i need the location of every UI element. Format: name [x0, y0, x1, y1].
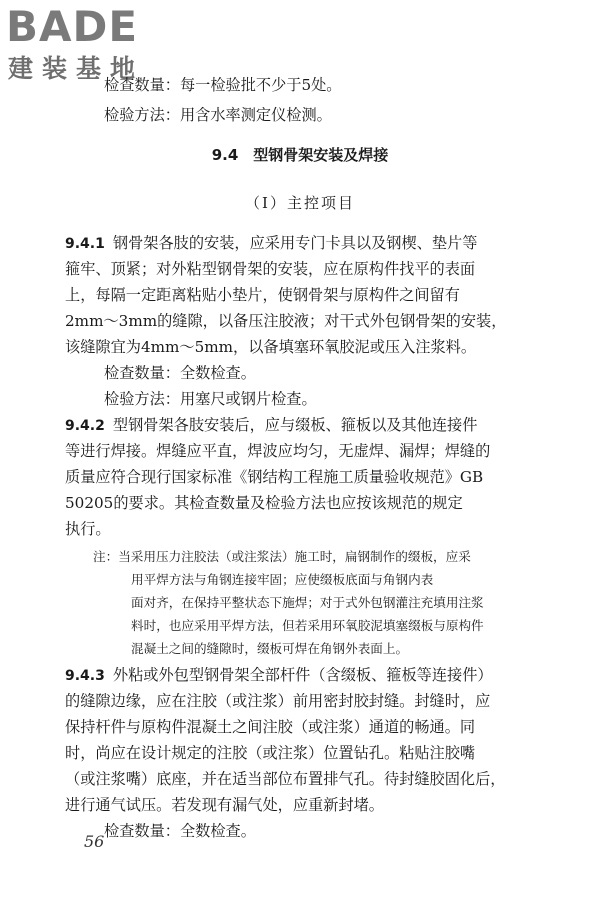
note-line-5: 混凝土之间的缝隙时，缀板可焊在角钢外表面上。: [131, 641, 409, 656]
clause-943-line-5: （或注浆嘴）底座，并在适当部位布置排气孔。待封缝胶固化后，: [65, 770, 506, 788]
clause-942-number: 9.4.2: [65, 418, 105, 434]
clause-941-line-4: 2mm～3mm的缝隙，以备压注胶液；对干式外包钢骨架的安装，: [65, 312, 507, 330]
clause-942-line-1: [65, 414, 477, 437]
clause-941-line-1: [65, 232, 477, 255]
clause-942-line-2: 等进行焊接。焊缝应平直，焊波应均匀，无虚焊、漏焊；焊缝的: [65, 442, 491, 460]
note-line-2: 用平焊方法与角钢连接牢固；应使缀板底面与角钢内表: [131, 572, 434, 587]
note-line-4: 料时，也应采用平焊方法，但若采用环氧胶泥填塞缀板与原构件: [131, 618, 484, 633]
clause-942-line-3: 质量应符合现行国家标准《钢结构工程施工质量验收规范》GB: [65, 468, 484, 486]
clause-941-check-method: 检验方法：用塞尺或钢片检查。: [104, 390, 317, 408]
clause-943-line-6: 进行通气试压。若发现有漏气处，应重新封堵。: [65, 796, 384, 814]
clause-943-number: 9.4.3: [65, 668, 105, 684]
clause-942-line-4: 50205的要求。其检查数量及检验方法也应按该规范的规定: [65, 494, 463, 512]
clause-941-line-5: 该缝隙宜为4mm～5mm，以备填塞环氧胶泥或压入注浆料。: [65, 338, 477, 356]
subsection-title: （Ⅰ）主控项目: [245, 194, 355, 212]
clause-941-check-quantity: 检查数量：全数检查。: [104, 364, 256, 382]
logo-subtitle-text: 建装基地: [8, 54, 145, 83]
clause-943-line-3: 保持杆件与原构件混凝土之间注胶（或注浆）通道的畅通。同: [65, 718, 476, 736]
page-number: 56: [84, 832, 105, 851]
logo-brand-text: BADE: [6, 2, 139, 51]
clause-942-text-1: 型钢骨架各肢安装后，应与缀板、箍板以及其他连接件: [112, 416, 478, 434]
note-line-1: 注：当采用压力注胶法（或注浆法）施工时，扁钢制作的缀板，应采: [93, 549, 471, 564]
note-line-3: 面对齐，在保持平整状态下施焊；对于式外包钢灌注充填用注浆: [131, 595, 484, 610]
clause-943-check-quantity: 检查数量：全数检查。: [104, 822, 256, 840]
section-title: 9.4 型钢骨架安装及焊接: [211, 146, 389, 164]
clause-943-line-4: 时，尚应在设计规定的注胶（或注浆）位置钻孔。粘贴注胶嘴: [65, 744, 476, 762]
clause-941-text-1: 钢骨架各肢的安装，应采用专门卡具以及钢楔、垫片等: [112, 234, 478, 252]
clause-941-line-2: 箍牢、顶紧；对外粘型钢骨架的安装，应在原构件找平的表面: [65, 260, 476, 278]
clause-941-number: 9.4.1: [65, 236, 105, 252]
clause-943-line-1: [65, 664, 493, 687]
clause-942-line-5: 执行。: [65, 520, 111, 538]
clause-941-line-3: 上，每隔一定距离粘贴小垫片，使钢骨架与原构件之间留有: [65, 286, 460, 304]
intro-check-method: 检验方法：用含水率测定仪检测。: [104, 106, 332, 124]
clause-943-line-2: 的缝隙边缘，应在注胶（或注浆）前用密封胶封缝。封缝时，应: [65, 692, 491, 710]
intro-check-quantity: 检查数量：每一检验批不少于5处。: [104, 76, 342, 94]
clause-943-text-1: 外粘或外包型钢骨架全部杆件（含缀板、箍板等连接件）: [112, 666, 493, 684]
